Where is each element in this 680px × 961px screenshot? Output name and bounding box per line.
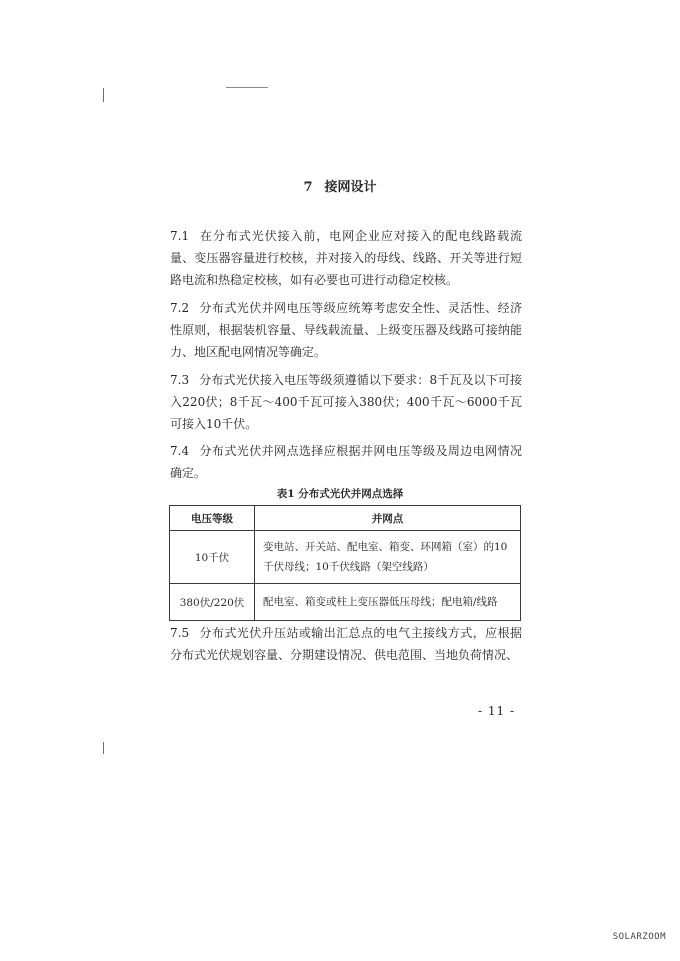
paragraph-7-3 — [170, 369, 522, 435]
header-voltage-level: 电压等级 — [170, 506, 255, 531]
voltage-level-cell: 380伏/220伏 — [170, 584, 255, 621]
scan-top-line — [226, 87, 268, 88]
paragraph-7-2 — [170, 297, 522, 363]
grid-connection-point-table — [169, 505, 521, 621]
paragraph-text: 分布式光伏升压站或输出汇总点的电气主接线方式，应根据分布式光伏规划容量、分期建设情况、供电范围、当地负荷情况、 — [170, 626, 522, 662]
section-title — [0, 176, 680, 195]
paragraph-7-5 — [170, 622, 522, 666]
paragraph-text: 分布式光伏并网点选择应根据并网电压等级及周边电网情况确定。 — [170, 444, 522, 480]
paragraph-7-1 — [170, 225, 522, 291]
table-row — [170, 584, 521, 621]
table-header-row — [170, 506, 521, 531]
paragraph-number: 7.5 — [170, 626, 190, 640]
paragraph-text: 分布式光伏并网电压等级应统筹考虑安全性、灵活性、经济性原则，根据装机容量、导线载流量、上级变压器及线路可接纳能力、地区配电网情况等确定。 — [170, 301, 522, 359]
paragraph-number: 7.1 — [170, 229, 190, 243]
voltage-level-cell: 10千伏 — [170, 531, 255, 584]
header-connection-point: 并网点 — [255, 506, 521, 531]
paragraph-7-4 — [170, 440, 522, 484]
connection-point-cell: 变电站、开关站、配电室、箱变、环网箱（室）的10千伏母线；10千伏线路（架空线路） — [255, 531, 521, 584]
scan-margin-mark-bottom — [103, 742, 104, 754]
paragraph-number: 7.2 — [170, 301, 190, 315]
paragraph-text: 分布式光伏接入电压等级须遵循以下要求：8千瓦及以下可接入220伏；8千瓦～400千瓦可接入380伏；400千瓦～6000千瓦可接入10千伏。 — [170, 373, 522, 431]
connection-point-cell: 配电室、箱变或柱上变压器低压母线；配电箱/线路 — [255, 584, 521, 621]
table-row — [170, 531, 521, 584]
table-caption: 表1 分布式光伏并网点选择 — [276, 488, 404, 500]
paragraph-text: 在分布式光伏接入前，电网企业应对接入的配电线路载流量、变压器容量进行校核，并对接入的母线、线路、开关等进行短路电流和热稳定校核，如有必要也可进行动稳定校核。 — [170, 229, 522, 287]
watermark: SOLARZOOM — [612, 932, 666, 942]
section-title-text: 接网设计 — [324, 180, 377, 195]
scan-margin-mark — [103, 88, 104, 102]
paragraph-number: 7.3 — [170, 373, 190, 387]
section-number: 7 — [303, 180, 313, 195]
paragraph-number: 7.4 — [170, 444, 190, 458]
page-number: - 11 - — [478, 704, 516, 718]
